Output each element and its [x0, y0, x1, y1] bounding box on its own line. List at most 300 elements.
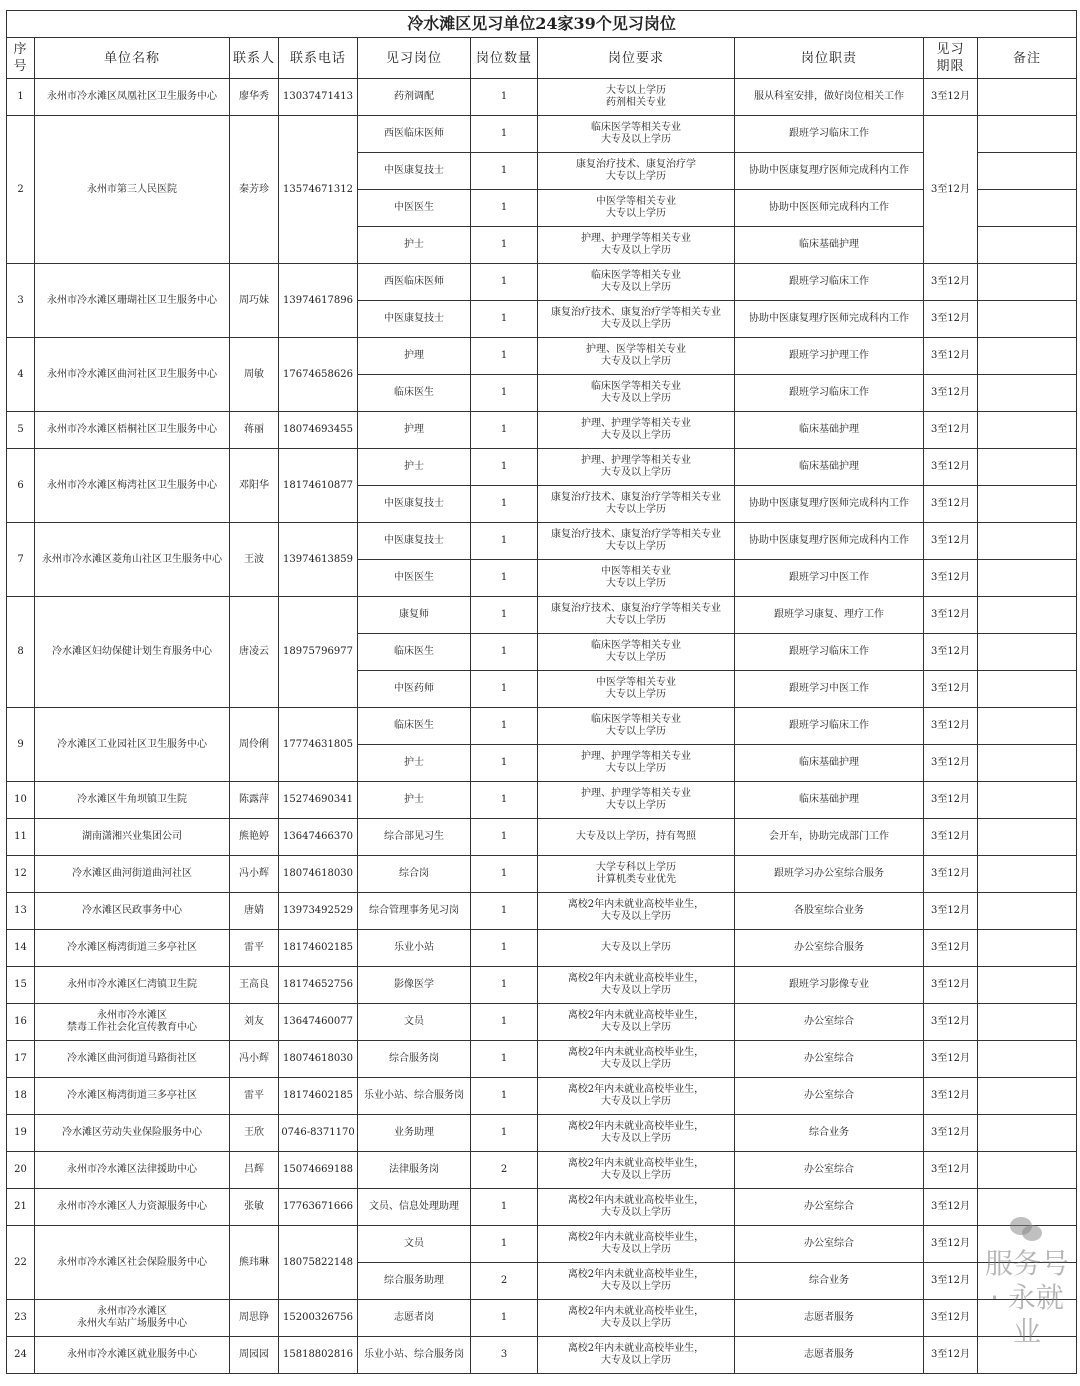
cell-count: 1: [471, 1041, 538, 1078]
header-phone: 联系电话: [279, 38, 358, 79]
header-position: 见习岗位: [358, 38, 471, 79]
cell-remarks: [978, 967, 1077, 1004]
cell-position: 护士: [358, 782, 471, 819]
cell-requirements: 离校2年内未就业高校毕业生， 大专及以上学历: [538, 1115, 735, 1152]
table-row: [7, 1337, 1077, 1374]
cell-period: 3至12月: [924, 634, 978, 671]
table-row: [7, 597, 1077, 634]
header-remarks: 备注: [978, 38, 1077, 79]
cell-duties: 跟班学习中医工作: [735, 560, 924, 597]
cell-unit-name: 永州市冷水滩区菱角山社区卫生服务中心: [35, 523, 230, 597]
cell-remarks: [978, 1115, 1077, 1152]
cell-period: 3至12月: [924, 708, 978, 745]
cell-requirements: 护理、护理学等相关专业 大专及以上学历: [538, 412, 735, 449]
cell-duties: 临床基础护理: [735, 412, 924, 449]
cell-requirements: 护理、护理学等相关专业 大专及以上学历: [538, 227, 735, 264]
cell-count: 1: [471, 782, 538, 819]
cell-position: 志愿者岗: [358, 1300, 471, 1337]
cell-position: 文员: [358, 1226, 471, 1263]
cell-position: 药剂调配: [358, 79, 471, 116]
table-row: [7, 264, 1077, 301]
cell-unit-name: 永州市冷水滩区 永州火车站广场服务中心: [35, 1300, 230, 1337]
cell-phone: 13037471413: [279, 79, 358, 116]
cell-remarks: [978, 782, 1077, 819]
cell-remarks: [978, 375, 1077, 412]
cell-contact: 张敏: [230, 1189, 279, 1226]
cell-remarks: [978, 930, 1077, 967]
cell-remarks: [978, 1300, 1077, 1337]
cell-count: 1: [471, 819, 538, 856]
cell-period: 3至12月: [924, 79, 978, 116]
cell-duties: 办公室综合: [735, 1152, 924, 1189]
cell-duties: 协助中医康复理疗医师完成科内工作: [735, 153, 924, 190]
cell-duties: 跟班学习临床工作: [735, 116, 924, 153]
cell-count: 1: [471, 375, 538, 412]
cell-requirements: 护理、护理学等相关专业 大专以上学历: [538, 745, 735, 782]
cell-contact: 熊玮琳: [230, 1226, 279, 1300]
cell-requirements: 离校2年内未就业高校毕业生， 大专及以上学历: [538, 1078, 735, 1115]
cell-duties: 服从科室安排，做好岗位相关工作: [735, 79, 924, 116]
cell-remarks: [978, 1226, 1077, 1263]
cell-count: 1: [471, 967, 538, 1004]
cell-phone: 15200326756: [279, 1300, 358, 1337]
cell-contact: 周思铮: [230, 1300, 279, 1337]
cell-count: 1: [471, 449, 538, 486]
cell-position: 西医临床医师: [358, 116, 471, 153]
cell-unit-name: 冷水滩区梅湾街道三多亭社区: [35, 930, 230, 967]
cell-unit-name: 永州市冷水滩区梅湾社区卫生服务中心: [35, 449, 230, 523]
cell-no: 20: [7, 1152, 35, 1189]
cell-phone: 13647460077: [279, 1004, 358, 1041]
cell-period: 3至12月: [924, 375, 978, 412]
cell-count: 1: [471, 1078, 538, 1115]
cell-duties: 跟班学习临床工作: [735, 708, 924, 745]
table-row: [7, 1004, 1077, 1041]
cell-remarks: [978, 227, 1077, 264]
cell-period: 3至12月: [924, 1189, 978, 1226]
cell-contact: 王波: [230, 523, 279, 597]
cell-period: 3至12月: [924, 412, 978, 449]
cell-count: 1: [471, 190, 538, 227]
cell-position: 乐业小站: [358, 930, 471, 967]
cell-period: 3至12月: [924, 1115, 978, 1152]
cell-contact: 冯小辉: [230, 856, 279, 893]
cell-unit-name: 永州市冷水滩区珊瑚社区卫生服务中心: [35, 264, 230, 338]
cell-duties: 会开车，协助完成部门工作: [735, 819, 924, 856]
cell-unit-name: 冷水滩区牛角坝镇卫生院: [35, 782, 230, 819]
cell-contact: 刘友: [230, 1004, 279, 1041]
cell-unit-name: 冷水滩区妇幼保健计划生育服务中心: [35, 597, 230, 708]
cell-requirements: 大学专科以上学历 计算机类专业优先: [538, 856, 735, 893]
cell-requirements: 康复治疗技术、康复治疗学等相关专业 大专及以上学历: [538, 301, 735, 338]
cell-position: 西医临床医师: [358, 264, 471, 301]
cell-duties: 跟班学习中医工作: [735, 671, 924, 708]
cell-remarks: [978, 412, 1077, 449]
cell-duties: 跟班学习康复、理疗工作: [735, 597, 924, 634]
cell-requirements: 临床医学等相关专业 大专及以上学历: [538, 116, 735, 153]
table-body: [7, 79, 1077, 1374]
cell-phone: 15818802816: [279, 1337, 358, 1374]
cell-no: 3: [7, 264, 35, 338]
cell-unit-name: 永州市冷水滩区曲河社区卫生服务中心: [35, 338, 230, 412]
cell-phone: 18174652756: [279, 967, 358, 1004]
cell-count: 1: [471, 1189, 538, 1226]
cell-requirements: 康复治疗技术、康复治疗学等相关专业 大专以上学历: [538, 597, 735, 634]
cell-contact: 周巧妹: [230, 264, 279, 338]
cell-phone: 18975796977: [279, 597, 358, 708]
cell-unit-name: 永州市冷水滩区梧桐社区卫生服务中心: [35, 412, 230, 449]
cell-phone: 17763671666: [279, 1189, 358, 1226]
cell-remarks: [978, 1004, 1077, 1041]
cell-no: 10: [7, 782, 35, 819]
cell-requirements: 临床医学等相关专业 大专以上学历: [538, 634, 735, 671]
cell-unit-name: 永州市冷水滩区社会保险服务中心: [35, 1226, 230, 1300]
cell-requirements: 离校2年内未就业高校毕业生， 大专及以上学历: [538, 1337, 735, 1374]
cell-position: 临床医生: [358, 634, 471, 671]
cell-unit-name: 永州市冷水滩区人力资源服务中心: [35, 1189, 230, 1226]
cell-count: 1: [471, 301, 538, 338]
cell-requirements: 离校2年内未就业高校毕业生， 大专及以上学历: [538, 967, 735, 1004]
cell-no: 9: [7, 708, 35, 782]
cell-remarks: [978, 671, 1077, 708]
cell-period: 3至12月: [924, 1041, 978, 1078]
cell-contact: 雷平: [230, 930, 279, 967]
cell-position: 综合服务岗: [358, 1041, 471, 1078]
table-row: [7, 856, 1077, 893]
cell-duties: 协助中医医师完成科内工作: [735, 190, 924, 227]
cell-remarks: [978, 560, 1077, 597]
cell-duties: 志愿者服务: [735, 1337, 924, 1374]
table-row: [7, 930, 1077, 967]
cell-count: 1: [471, 930, 538, 967]
cell-no: 17: [7, 1041, 35, 1078]
cell-unit-name: 冷水滩区梅湾街道三多亭社区: [35, 1078, 230, 1115]
cell-requirements: 康复治疗技术、康复治疗学等相关专业 大专以上学历: [538, 486, 735, 523]
cell-contact: 雷平: [230, 1078, 279, 1115]
cell-unit-name: 湖南潇湘兴业集团公司: [35, 819, 230, 856]
cell-requirements: 中医学等相关专业 大专以上学历: [538, 190, 735, 227]
cell-no: 11: [7, 819, 35, 856]
cell-remarks: [978, 708, 1077, 745]
cell-duties: 综合业务: [735, 1115, 924, 1152]
cell-remarks: [978, 486, 1077, 523]
cell-duties: 办公室综合: [735, 1078, 924, 1115]
header-count: 岗位数量: [471, 38, 538, 79]
cell-duties: 协助中医康复理疗医师完成科内工作: [735, 523, 924, 560]
cell-requirements: 康复治疗技术、康复治疗学 大专以上学历: [538, 153, 735, 190]
cell-period: 3至12月: [924, 523, 978, 560]
table-row: [7, 1115, 1077, 1152]
cell-phone: 18074618030: [279, 856, 358, 893]
cell-position: 临床医生: [358, 708, 471, 745]
cell-no: 13: [7, 893, 35, 930]
cell-position: 护理: [358, 412, 471, 449]
header-no: 序号: [7, 38, 35, 79]
cell-period: 3至12月: [924, 1004, 978, 1041]
cell-period: 3至12月: [924, 116, 978, 264]
cell-requirements: 离校2年内未就业高校毕业生， 大专及以上学历: [538, 1263, 735, 1300]
table-row: [7, 1041, 1077, 1078]
cell-position: 护士: [358, 745, 471, 782]
cell-unit-name: 冷水滩区曲河街道马路街社区: [35, 1041, 230, 1078]
cell-requirements: 临床医学等相关专业 大专以上学历: [538, 708, 735, 745]
cell-count: 1: [471, 116, 538, 153]
cell-phone: 17674658626: [279, 338, 358, 412]
cell-phone: 15074669188: [279, 1152, 358, 1189]
cell-contact: 王高良: [230, 967, 279, 1004]
table-row: [7, 79, 1077, 116]
cell-contact: 唐凌云: [230, 597, 279, 708]
cell-duties: 志愿者服务: [735, 1300, 924, 1337]
cell-phone: 0746-8371170: [279, 1115, 358, 1152]
cell-phone: 13974617896: [279, 264, 358, 338]
cell-count: 1: [471, 227, 538, 264]
cell-duties: 办公室综合: [735, 1226, 924, 1263]
cell-contact: 邓阳华: [230, 449, 279, 523]
cell-duties: 临床基础护理: [735, 745, 924, 782]
cell-period: 3至12月: [924, 782, 978, 819]
cell-contact: 周伶俐: [230, 708, 279, 782]
cell-unit-name: 冷水滩区曲河街道曲河社区: [35, 856, 230, 893]
cell-requirements: 大专及以上学历，持有驾照: [538, 819, 735, 856]
cell-remarks: [978, 634, 1077, 671]
cell-contact: 王欣: [230, 1115, 279, 1152]
cell-requirements: 康复治疗技术、康复治疗学等相关专业 大专以上学历: [538, 523, 735, 560]
cell-position: 法律服务岗: [358, 1152, 471, 1189]
cell-period: 3至12月: [924, 1300, 978, 1337]
cell-position: 中医康复技士: [358, 153, 471, 190]
cell-contact: 秦芳珍: [230, 116, 279, 264]
cell-phone: 18174602185: [279, 1078, 358, 1115]
cell-unit-name: 永州市冷水滩区凤凰社区卫生服务中心: [35, 79, 230, 116]
cell-position: 护士: [358, 227, 471, 264]
cell-count: 1: [471, 523, 538, 560]
cell-remarks: [978, 1263, 1077, 1300]
table-row: [7, 523, 1077, 560]
cell-position: 临床医生: [358, 375, 471, 412]
cell-remarks: [978, 856, 1077, 893]
cell-remarks: [978, 190, 1077, 227]
cell-period: 3至12月: [924, 671, 978, 708]
cell-no: 6: [7, 449, 35, 523]
cell-remarks: [978, 597, 1077, 634]
cell-position: 中医药师: [358, 671, 471, 708]
cell-period: 3至12月: [924, 301, 978, 338]
cell-unit-name: 永州市冷水滩区仁湾镇卫生院: [35, 967, 230, 1004]
cell-requirements: 大专及以上学历: [538, 930, 735, 967]
table-row: [7, 116, 1077, 153]
cell-position: 中医康复技士: [358, 523, 471, 560]
cell-no: 1: [7, 79, 35, 116]
cell-requirements: 中医等相关专业 大专以上学历: [538, 560, 735, 597]
cell-period: 3至12月: [924, 1152, 978, 1189]
cell-position: 综合服务助理: [358, 1263, 471, 1300]
cell-no: 2: [7, 116, 35, 264]
cell-phone: 18174602185: [279, 930, 358, 967]
cell-duties: 跟班学习影像专业: [735, 967, 924, 1004]
cell-count: 1: [471, 153, 538, 190]
cell-position: 护理: [358, 338, 471, 375]
cell-period: 3至12月: [924, 1078, 978, 1115]
cell-remarks: [978, 1152, 1077, 1189]
cell-duties: 办公室综合: [735, 1189, 924, 1226]
cell-position: 中医医生: [358, 190, 471, 227]
cell-no: 21: [7, 1189, 35, 1226]
cell-duties: 办公室综合: [735, 1004, 924, 1041]
cell-remarks: [978, 1078, 1077, 1115]
cell-duties: 办公室综合服务: [735, 930, 924, 967]
table-row: [7, 1300, 1077, 1337]
cell-remarks: [978, 819, 1077, 856]
cell-phone: 15274690341: [279, 782, 358, 819]
cell-period: 3至12月: [924, 1226, 978, 1263]
cell-count: 1: [471, 486, 538, 523]
cell-count: 1: [471, 893, 538, 930]
cell-remarks: [978, 1041, 1077, 1078]
cell-count: 1: [471, 264, 538, 301]
cell-requirements: 大专以上学历 药剂相关专业: [538, 79, 735, 116]
cell-position: 康复师: [358, 597, 471, 634]
cell-no: 5: [7, 412, 35, 449]
cell-duties: 办公室综合: [735, 1041, 924, 1078]
cell-requirements: 护理、医学等相关专业 大专及以上学历: [538, 338, 735, 375]
cell-phone: 18074693455: [279, 412, 358, 449]
cell-position: 乐业小站、综合服务岗: [358, 1078, 471, 1115]
cell-count: 1: [471, 856, 538, 893]
cell-duties: 临床基础护理: [735, 227, 924, 264]
cell-remarks: [978, 153, 1077, 190]
cell-remarks: [978, 301, 1077, 338]
cell-position: 综合部见习生: [358, 819, 471, 856]
internship-positions-table: [6, 10, 1077, 1374]
cell-count: 1: [471, 1226, 538, 1263]
cell-unit-name: 冷水滩区劳动失业保险服务中心: [35, 1115, 230, 1152]
table-row: [7, 967, 1077, 1004]
header-unit-name: 单位名称: [35, 38, 230, 79]
cell-contact: 冯小辉: [230, 1041, 279, 1078]
cell-count: 1: [471, 671, 538, 708]
cell-position: 业务助理: [358, 1115, 471, 1152]
cell-duties: 综合业务: [735, 1263, 924, 1300]
header-contact: 联系人: [230, 38, 279, 79]
table-row: [7, 449, 1077, 486]
cell-requirements: 离校2年内未就业高校毕业生， 大专及以上学历: [538, 893, 735, 930]
cell-duties: 协助中医康复理疗医师完成科内工作: [735, 486, 924, 523]
cell-period: 3至12月: [924, 819, 978, 856]
table-row: [7, 708, 1077, 745]
cell-period: 3至12月: [924, 856, 978, 893]
cell-contact: 熊艳婷: [230, 819, 279, 856]
cell-period: 3至12月: [924, 967, 978, 1004]
cell-no: 19: [7, 1115, 35, 1152]
table-row: [7, 338, 1077, 375]
cell-duties: 跟班学习临床工作: [735, 264, 924, 301]
cell-period: 3至12月: [924, 597, 978, 634]
cell-phone: 18074618030: [279, 1041, 358, 1078]
cell-contact: 吕辉: [230, 1152, 279, 1189]
cell-duties: 协助中医康复理疗医师完成科内工作: [735, 301, 924, 338]
cell-contact: 周敏: [230, 338, 279, 412]
cell-duties: 临床基础护理: [735, 782, 924, 819]
header-period: 见习 期限: [924, 38, 978, 79]
table-row: [7, 782, 1077, 819]
cell-count: 1: [471, 560, 538, 597]
cell-duties: 跟班学习办公室综合服务: [735, 856, 924, 893]
cell-no: 12: [7, 856, 35, 893]
cell-period: 3至12月: [924, 893, 978, 930]
table-row: [7, 1226, 1077, 1263]
cell-count: 1: [471, 1115, 538, 1152]
cell-contact: 周园园: [230, 1337, 279, 1374]
cell-remarks: [978, 745, 1077, 782]
table-row: [7, 1078, 1077, 1115]
table-row: [7, 893, 1077, 930]
header-requirements: 岗位要求: [538, 38, 735, 79]
cell-requirements: 离校2年内未就业高校毕业生， 大专及以上学历: [538, 1189, 735, 1226]
cell-unit-name: 永州市冷水滩区 禁毒工作社会化宣传教育中心: [35, 1004, 230, 1041]
cell-position: 护士: [358, 449, 471, 486]
cell-unit-name: 永州市第三人民医院: [35, 116, 230, 264]
cell-unit-name: 冷水滩区工业园社区卫生服务中心: [35, 708, 230, 782]
cell-requirements: 临床医学等相关专业 大专及以上学历: [538, 375, 735, 412]
cell-period: 3至12月: [924, 1337, 978, 1374]
cell-remarks: [978, 1189, 1077, 1226]
cell-count: 3: [471, 1337, 538, 1374]
cell-contact: 唐婧: [230, 893, 279, 930]
cell-no: 24: [7, 1337, 35, 1374]
cell-remarks: [978, 79, 1077, 116]
cell-remarks: [978, 1337, 1077, 1374]
cell-position: 文员、信息处理助理: [358, 1189, 471, 1226]
cell-requirements: 离校2年内未就业高校毕业生， 大专及以上学历: [538, 1226, 735, 1263]
cell-no: 23: [7, 1300, 35, 1337]
cell-unit-name: 永州市冷水滩区法律援助中心: [35, 1152, 230, 1189]
cell-count: 2: [471, 1152, 538, 1189]
table-row: [7, 819, 1077, 856]
cell-remarks: [978, 449, 1077, 486]
cell-position: 中医康复技士: [358, 301, 471, 338]
cell-no: 14: [7, 930, 35, 967]
cell-contact: 廖华秀: [230, 79, 279, 116]
cell-count: 1: [471, 597, 538, 634]
cell-no: 8: [7, 597, 35, 708]
cell-duties: 跟班学习临床工作: [735, 634, 924, 671]
cell-phone: 13974613859: [279, 523, 358, 597]
cell-position: 文员: [358, 1004, 471, 1041]
header-duties: 岗位职责: [735, 38, 924, 79]
cell-position: 影像医学: [358, 967, 471, 1004]
cell-no: 15: [7, 967, 35, 1004]
cell-period: 3至12月: [924, 560, 978, 597]
cell-count: 1: [471, 745, 538, 782]
cell-position: 综合管理事务见习岗: [358, 893, 471, 930]
cell-remarks: [978, 893, 1077, 930]
cell-requirements: 护理、护理学等相关专业 大专及以上学历: [538, 449, 735, 486]
cell-phone: 18075822148: [279, 1226, 358, 1300]
cell-phone: 13973492529: [279, 893, 358, 930]
cell-requirements: 中医学等相关专业 大专以上学历: [538, 671, 735, 708]
cell-period: 3至12月: [924, 1263, 978, 1300]
cell-duties: 跟班学习临床工作: [735, 375, 924, 412]
cell-period: 3至12月: [924, 449, 978, 486]
cell-no: 16: [7, 1004, 35, 1041]
table-row: [7, 1152, 1077, 1189]
cell-count: 1: [471, 708, 538, 745]
cell-duties: 各股室综合业务: [735, 893, 924, 930]
cell-phone: 17774631805: [279, 708, 358, 782]
cell-count: 1: [471, 412, 538, 449]
cell-period: 3至12月: [924, 930, 978, 967]
